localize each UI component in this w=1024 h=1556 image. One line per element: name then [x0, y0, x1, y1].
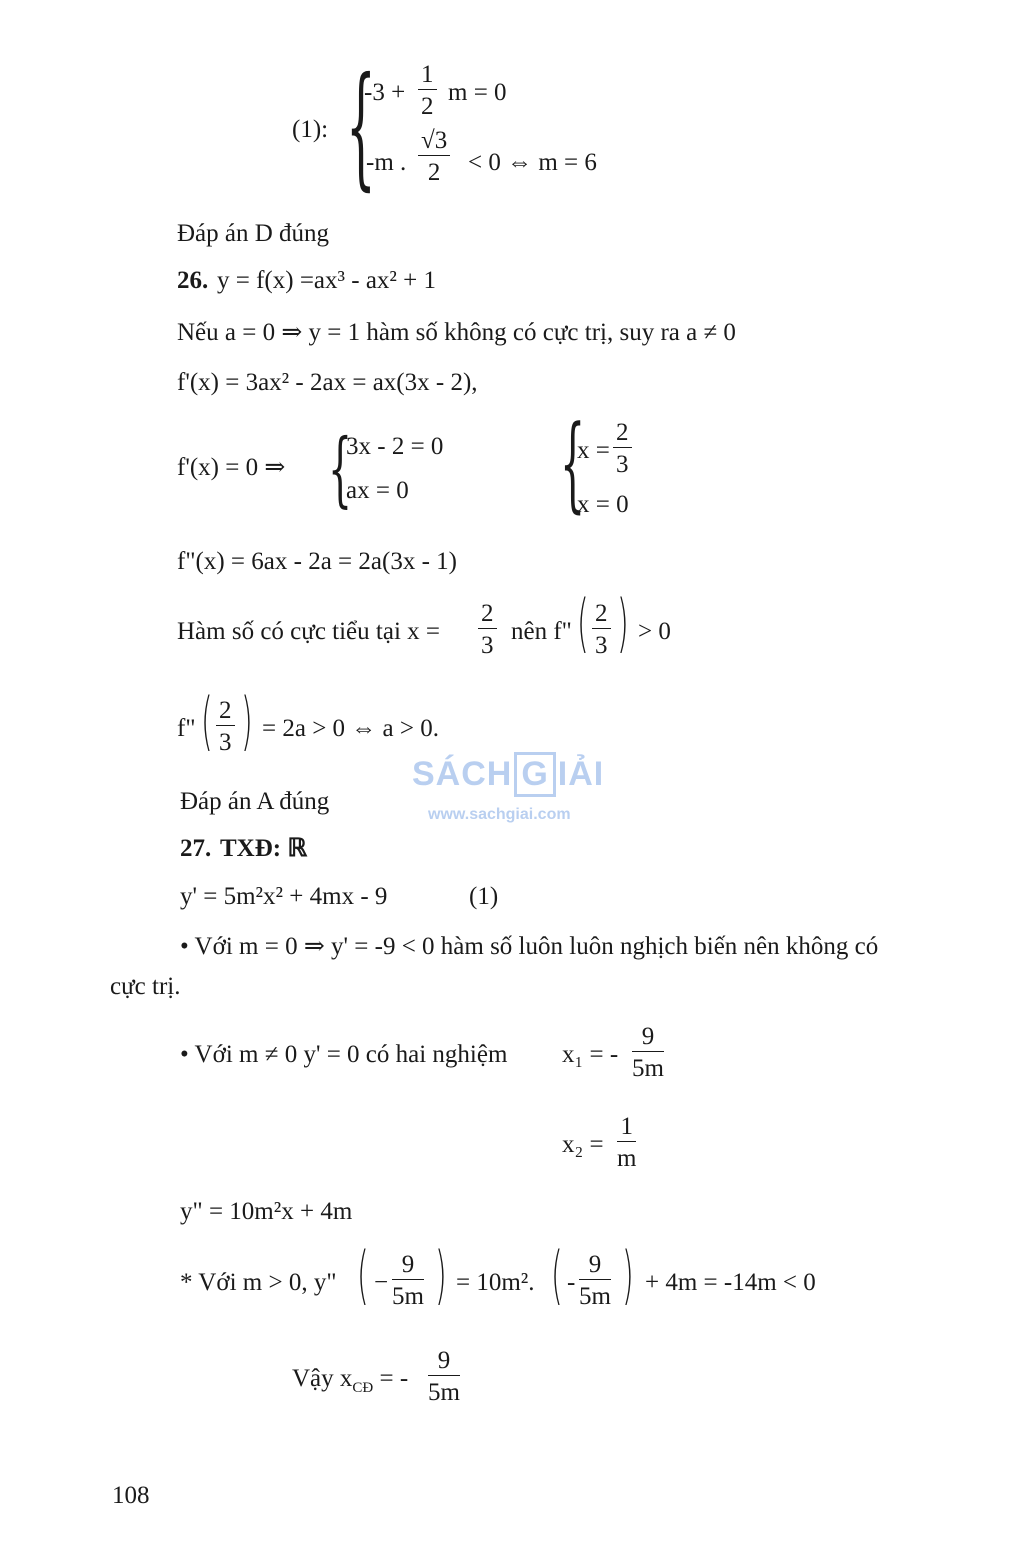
watermark-logo: SÁCH G IẢI [412, 752, 604, 797]
system3-row2: x = 0 [577, 491, 629, 518]
answer-a: Đáp án A đúng [180, 788, 330, 815]
minimum-condition-text: Hàm số có cực tiểu tại x = [177, 618, 440, 645]
problem-26-function: y = f(x) =ax³ - ax² + 1 [217, 267, 437, 294]
paren-close-3: ) [435, 1239, 447, 1314]
system-row2-post: < 0 ⇔ m = 6 [468, 149, 597, 176]
fraction-two-thirds-d: $\frac{2}{3}$ [216, 698, 235, 755]
fraction-9-5m-c: $\frac{9}{5m}$ [579, 1251, 611, 1310]
fraction-two-thirds-b: $\frac{2}{3}$ [478, 601, 497, 658]
paren-open-4: ( [551, 1239, 563, 1314]
system-brace: { [346, 51, 376, 205]
system-brace-3: { [560, 404, 586, 525]
fraction-9-5m-d: $\frac{9}{5m}$ [428, 1347, 460, 1406]
case-m-positive-post: + 4m = -14m < 0 [645, 1269, 816, 1296]
answer-d: Đáp án D đúng [177, 220, 330, 247]
system-label: (1): [292, 116, 329, 143]
fraction-9-5m-b: $\frac{9}{5m}$ [392, 1251, 424, 1310]
fraction-9-5m-a: $\frac{9}{5m}$ [632, 1023, 664, 1082]
case-m-nonzero: • Với m ≠ 0 y' = 0 có hai nghiệm [180, 1041, 508, 1068]
paren-close-4: ) [622, 1239, 634, 1314]
second-derivative-27: y" = 10m²x + 4m [180, 1198, 353, 1225]
evaluation-post: = 2a > 0 ⇔ a > 0. [262, 715, 439, 742]
minimum-condition-mid: nên f" [511, 618, 572, 645]
case-m-zero-line1: • Với m = 0 ⇒ y' = -9 < 0 hàm số luôn luôn nghịch biến nên không có [180, 933, 879, 960]
fraction-sqrt3-half: $\frac{√3}{2}$ [418, 128, 450, 185]
case-m-zero-line2: cực trị. [110, 973, 181, 1000]
system-brace-2: { [328, 420, 353, 516]
fraction-one-half: $\frac{1}{2}$ [418, 62, 437, 119]
case-m-positive-pre: * Với m > 0, y" [180, 1269, 337, 1296]
system-row1-pre: -3 + [364, 79, 406, 106]
case-a-zero: Nếu a = 0 ⇒ y = 1 hàm số không có cực trị, suy ra a ≠ 0 [177, 319, 736, 346]
minimum-condition-post: > 0 [638, 618, 671, 645]
minus-sign-2: - [567, 1269, 576, 1296]
conclusion: Vậy $x_{CĐ}$ = - [292, 1365, 409, 1396]
root-x2-pre: x₂ = [562, 1131, 604, 1158]
case-m-positive-mid: = 10m². [456, 1269, 535, 1296]
system2-row1: 3x - 2 = 0 [346, 433, 444, 460]
second-derivative: f"(x) = 6ax - 2a = 2a(3x - 1) [177, 548, 457, 575]
fraction-two-thirds-a: $\frac{2}{3}$ [613, 420, 632, 477]
fraction-1-m: $\frac{1}{m}$ [617, 1113, 637, 1172]
paren-open: ( [577, 587, 589, 662]
minus-sign: − [374, 1269, 389, 1296]
paren-open-3: ( [357, 1239, 369, 1314]
system-row2-pre: -m . [366, 149, 407, 176]
fraction-two-thirds-c: $\frac{2}{3}$ [592, 601, 611, 658]
derivative-zero: f'(x) = 0 ⇒ [177, 454, 286, 481]
system2-row2: ax = 0 [346, 477, 409, 504]
page-number: 108 [112, 1482, 150, 1509]
problem-26-number: 26. [177, 267, 209, 294]
root-x1-pre: x₁ = - [562, 1041, 619, 1068]
paren-open-2: ( [201, 685, 213, 760]
evaluation-pre: f" [177, 715, 196, 742]
problem-27-number: 27. [180, 835, 212, 862]
paren-close-2: ) [241, 685, 253, 760]
paren-close: ) [617, 587, 629, 662]
first-derivative-27: y' = 5m²x² + 4mx - 9 [180, 883, 388, 910]
system-row1-post: m = 0 [448, 79, 507, 106]
problem-27-domain: TXĐ: ℝ [220, 835, 308, 862]
system3-row1-pre: x = [577, 437, 610, 464]
watermark-url: www.sachgiai.com [428, 806, 571, 823]
equation-tag: (1) [469, 883, 499, 910]
first-derivative: f'(x) = 3ax² - 2ax = ax(3x - 2), [177, 369, 478, 396]
